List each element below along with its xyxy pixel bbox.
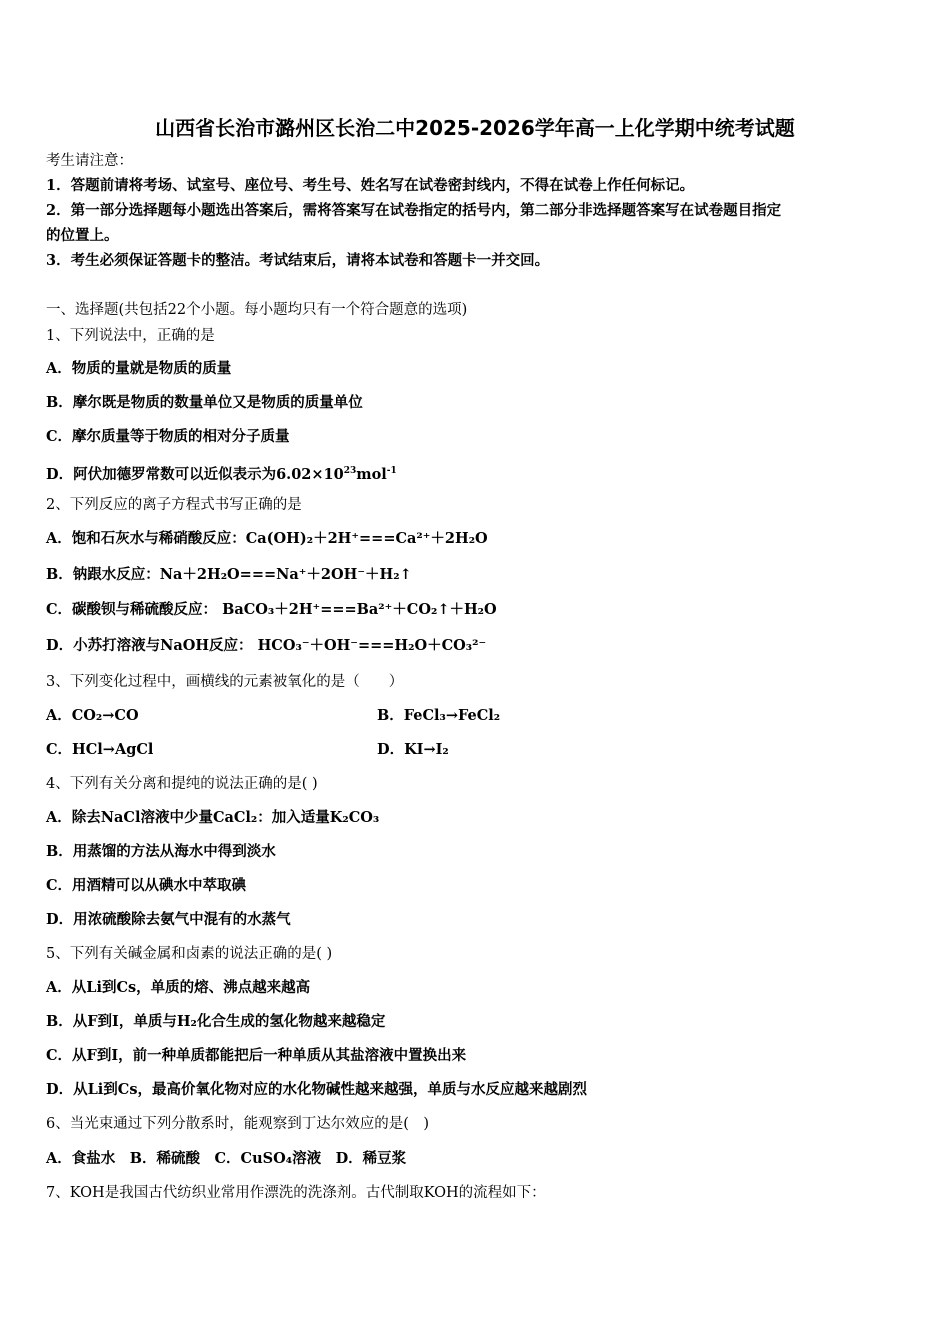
section-heading: 一、选择题(共包括22个小题。每小题均只有一个符合题意的选项) [46,302,468,318]
q4-option-d: D．用浓硫酸除去氨气中混有的水蒸气 [46,911,291,928]
q3-option-b: B．FeCl₃→FeCl₂ [377,707,501,724]
q3-stem: 3、下列变化过程中，画横线的元素被氧化的是（ ） [46,674,404,690]
q2-stem: 2、下列反应的离子方程式书写正确的是 [46,497,302,513]
q3-option-a: A．CO₂→CO [46,707,139,724]
q1-option-d [46,461,397,485]
q1-option-c: C．摩尔质量等于物质的相对分子质量 [46,428,290,445]
notice-item-2: 2．第一部分选择题每小题选出答案后，需将答案写在试卷指定的括号内，第二部分非选择题答案写在试卷题目指定 [46,202,782,219]
q1-option-b: B．摩尔既是物质的数量单位又是物质的质量单位 [46,394,363,411]
notice-item-1: 1．答题前请将考场、试室号、座位号、考生号、姓名写在试卷密封线内，不得在试卷上作任何标记。 [46,177,695,194]
q6-options: A．食盐水 B．稀硫酸 C．CuSO₄溶液 D．稀豆浆 [46,1150,407,1167]
q5-option-c: C．从F到I，前一种单质都能把后一种单质从其盐溶液中置换出来 [46,1047,467,1064]
q2-option-b: B．钠跟水反应：Na＋2H₂O===Na⁺＋2OH⁻＋H₂↑ [46,566,412,583]
q3-option-d: D．KI→I₂ [377,741,449,758]
q1-d-exponent: 23 [343,466,357,476]
q2-option-a: A．饱和石灰水与稀硝酸反应：Ca(OH)₂＋2H⁺===Ca²⁺＋2H₂O [46,530,488,547]
q1-d-prefix: D．阿伏加德罗常数可以近似表示为6.02×10 [46,465,344,483]
q5-option-d: D．从Li到Cs，最高价氧化物对应的水化物碱性越来越强，单质与水反应越来越剧烈 [46,1081,587,1098]
q2-option-d: D．小苏打溶液与NaOH反应： HCO₃⁻＋OH⁻===H₂O＋CO₃²⁻ [46,637,487,654]
page-title: 山西省长治市潞州区长治二中2025-2026学年高一上化学期中统考试题 [155,116,795,140]
q1-option-a: A．物质的量就是物质的质量 [46,360,232,377]
q6-stem: 6、当光束通过下列分散系时，能观察到丁达尔效应的是( ) [46,1116,430,1132]
q5-stem: 5、下列有关碱金属和卤素的说法正确的是( ) [46,946,333,962]
notice-item-2-cont: 的位置上。 [46,227,119,244]
q4-option-a: A．除去NaCl溶液中少量CaCl₂：加入适量K₂CO₃ [46,809,380,826]
notice-item-3: 3．考生必须保证答题卡的整洁。考试结束后，请将本试卷和答题卡一并交回。 [46,252,550,269]
q3-option-c: C．HCl→AgCl [46,741,154,758]
q1-d-unit: mol [356,465,387,483]
q2-option-c: C．碳酸钡与稀硫酸反应： BaCO₃＋2H⁺===Ba²⁺＋CO₂↑＋H₂O [46,601,497,618]
q1-stem: 1、下列说法中，正确的是 [46,328,215,344]
q5-option-a: A．从Li到Cs，单质的熔、沸点越来越高 [46,979,311,996]
q4-option-c: C．用酒精可以从碘水中萃取碘 [46,877,247,894]
q1-d-unit-exponent: -1 [386,466,397,476]
q5-option-b: B．从F到I，单质与H₂化合生成的氢化物越来越稳定 [46,1013,386,1030]
q7-stem: 7、KOH是我国古代纺织业常用作漂洗的洗涤剂。古代制取KOH的流程如下： [46,1185,546,1201]
notice-heading: 考生请注意： [46,153,133,169]
q4-option-b: B．用蒸馏的方法从海水中得到淡水 [46,843,276,860]
q4-stem: 4、下列有关分离和提纯的说法正确的是( ) [46,776,318,792]
